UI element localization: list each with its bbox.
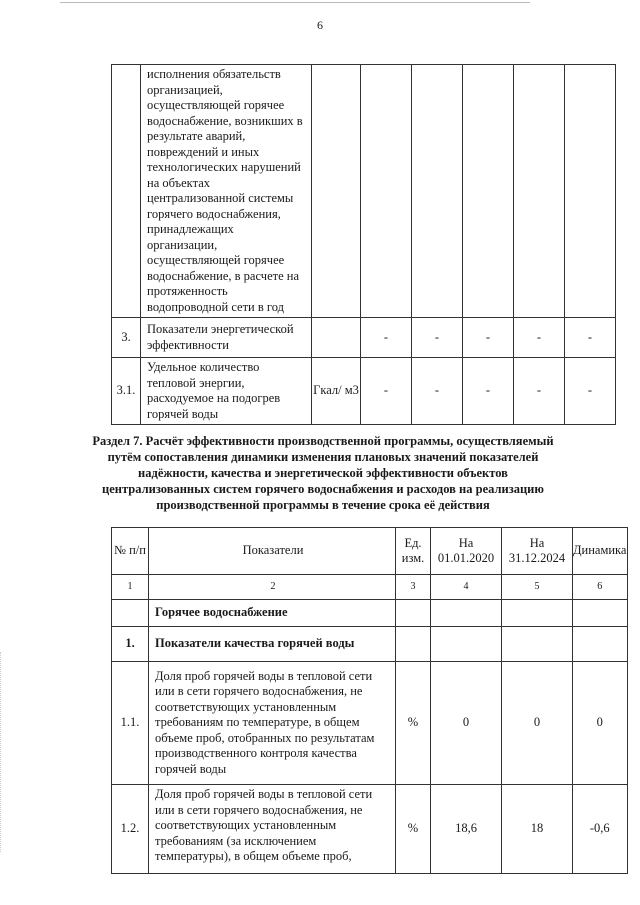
value-end: 0 [502,662,573,785]
column-number: 5 [502,575,573,600]
value-cell: - [463,318,514,358]
value-end: 18 [502,785,573,874]
value-cell [361,65,412,318]
indicators-table-continued [111,64,616,425]
unit-cell [312,318,361,358]
header-value-start: На 01.01.2020 [431,528,502,575]
column-number: 3 [396,575,431,600]
row-text: Показатели качества горячей воды [149,627,396,662]
header-value-end: На 31.12.2024 [502,528,573,575]
efficiency-table [111,527,628,874]
value-dynamics: -0,6 [573,785,628,874]
row-number: 3.1. [112,358,141,425]
table-row [112,358,616,425]
header-dynamics: Динамика [573,528,628,575]
table-row [112,318,616,358]
group-label: Горячее водоснабжение [149,600,396,627]
empty-cell [396,627,431,662]
value-cell: - [361,318,412,358]
unit-cell: % [396,662,431,785]
value-cell: - [361,358,412,425]
empty-cell [396,600,431,627]
column-number-row [112,575,628,600]
header-row [112,528,628,575]
value-cell: - [463,358,514,425]
row-text: Удельное количество тепловой энергии, расходуемое на подогрев горячей воды [141,358,312,425]
unit-cell: Гкал/ м3 [312,358,361,425]
scan-edge-line [60,2,530,3]
row-text: Доля проб горячей воды в тепловой сети или в сети горячего водоснабжения, не соответствующих установленным требованиям (за исключением температуры), в общем объеме проб, [149,785,396,874]
header-num: № п/п [112,528,149,575]
section-row [112,627,628,662]
page-number: 6 [317,18,323,32]
row-number: 1.2. [112,785,149,874]
value-cell [514,65,565,318]
unit-cell [312,65,361,318]
table-row [112,662,628,785]
scan-margin-mark [0,652,4,852]
value-dynamics: 0 [573,662,628,785]
column-number: 6 [573,575,628,600]
value-cell: - [514,358,565,425]
value-cell [565,65,616,318]
empty-cell [502,600,573,627]
row-number [112,65,141,318]
value-cell [463,65,514,318]
empty-cell [431,600,502,627]
empty-cell [573,600,628,627]
table-row [112,65,616,318]
column-number: 2 [149,575,396,600]
value-start: 0 [431,662,502,785]
header-unit: Ед. изм. [396,528,431,575]
section-title: Раздел 7. Расчёт эффективности производственной программы, осуществляемый путём сопоставления динамики изменения плановых значений показателей надёжности, качества и энергетической эффективности объектов централизованных систем горячего водоснабжения и расходов на реализацию производственной программы в течение срока её действия [92,434,554,512]
empty-cell [112,600,149,627]
unit-cell: % [396,785,431,874]
row-text: Показатели энергетической эффективности [141,318,312,358]
column-number: 4 [431,575,502,600]
group-row [112,600,628,627]
row-number: 1.1. [112,662,149,785]
column-number: 1 [112,575,149,600]
row-text: Доля проб горячей воды в тепловой сети или в сети горячего водоснабжения, не соответствующих установленным требованиям по температуре, в общем объеме проб, отобранных по результатам производственного контроля качества горячей воды [149,662,396,785]
row-number: 1. [112,627,149,662]
value-cell: - [514,318,565,358]
value-cell: - [412,358,463,425]
value-cell: - [565,318,616,358]
value-cell: - [565,358,616,425]
row-number: 3. [112,318,141,358]
header-name: Показатели [149,528,396,575]
empty-cell [573,627,628,662]
row-text: исполнения обязательств организацией, осуществляющей горячее водоснабжение, возникших в результате аварий, повреждений и иных технологических нарушений на объектах централизованной системы горячего водоснабжения, принадлежащих организации, осуществляющей горячее водоснабжение, в расчете на протяженность водопроводной сети в год [141,65,312,318]
value-cell [412,65,463,318]
empty-cell [431,627,502,662]
table-row [112,785,628,874]
value-start: 18,6 [431,785,502,874]
empty-cell [502,627,573,662]
value-cell: - [412,318,463,358]
